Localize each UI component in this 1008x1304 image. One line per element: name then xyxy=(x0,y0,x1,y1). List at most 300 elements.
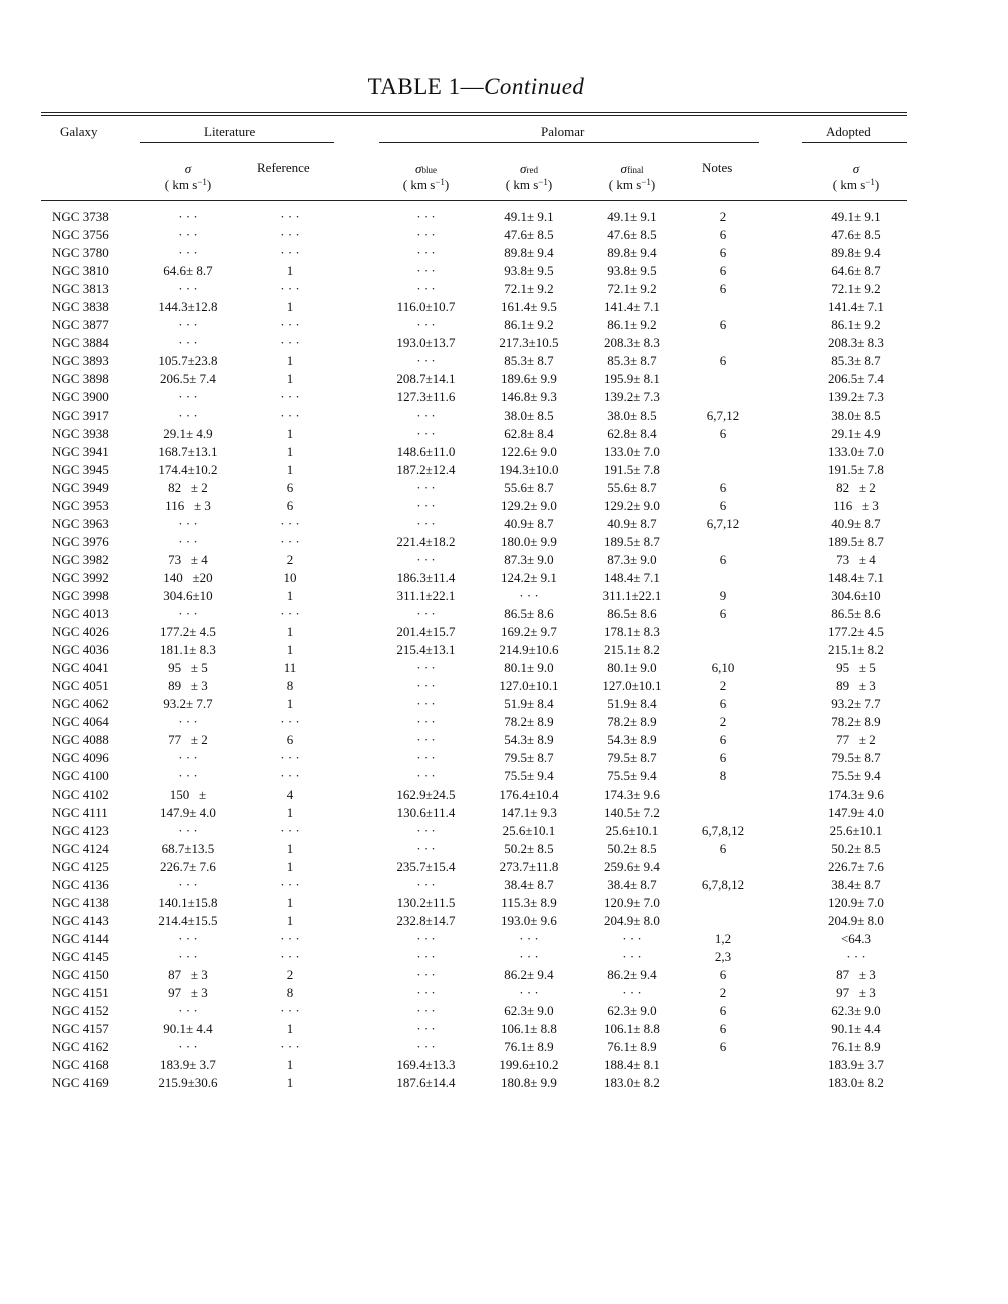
galaxy-cell: NGC 3982 xyxy=(52,551,109,567)
sigma-blue-cell: · · · xyxy=(416,750,436,766)
galaxy-cell: NGC 4096 xyxy=(52,750,109,766)
sigma-red-cell: 106.1± 8.8 xyxy=(501,1021,557,1037)
lit-sigma-cell: · · · xyxy=(178,714,198,730)
sigma-blue-cell: · · · xyxy=(416,822,436,838)
sigma-blue-cell: · · · xyxy=(416,263,436,279)
sigma-blue-cell: · · · xyxy=(416,245,436,261)
adopted-span-rule xyxy=(802,142,907,143)
galaxy-cell: NGC 4051 xyxy=(52,678,109,694)
lit-sigma-cell: 304.6±10 xyxy=(163,587,213,603)
table-row xyxy=(0,1057,1008,1075)
sigma-final-cell: 76.1± 8.9 xyxy=(607,1039,657,1055)
lit-sigma-cell: · · · xyxy=(178,948,198,964)
galaxy-cell: NGC 4143 xyxy=(52,912,109,928)
sigma-final-cell: 80.1± 9.0 xyxy=(607,660,657,676)
sigma-blue-cell: · · · xyxy=(416,497,436,513)
lit-sigma-cell: 90.1± 4.4 xyxy=(163,1021,213,1037)
adopted-sigma-cell: 38.4± 8.7 xyxy=(831,876,881,892)
sigma-final-cell: 188.4± 8.1 xyxy=(604,1057,660,1073)
reference-cell: 1 xyxy=(286,587,294,603)
table-row xyxy=(0,498,1008,516)
galaxy-cell: NGC 3893 xyxy=(52,353,109,369)
reference-cell: 1 xyxy=(286,425,294,441)
reference-cell: · · · xyxy=(280,876,300,892)
header-sigma-final: σfinal ( km $s^{-1}$) xyxy=(608,161,656,192)
sigma-final-cell: 50.2± 8.5 xyxy=(607,840,657,856)
galaxy-cell: NGC 4169 xyxy=(52,1075,109,1091)
table-row xyxy=(0,750,1008,768)
galaxy-cell: NGC 4144 xyxy=(52,930,109,946)
reference-cell: 1 xyxy=(286,696,294,712)
notes-cell: 6 xyxy=(719,750,727,766)
galaxy-cell: NGC 4036 xyxy=(52,642,109,658)
adopted-sigma-cell: <64.3 xyxy=(840,930,872,946)
sigma-final-cell: 40.9± 8.7 xyxy=(607,515,657,531)
notes-cell: 6 xyxy=(719,425,727,441)
sigma-final-cell: 78.2± 8.9 xyxy=(607,714,657,730)
reference-cell: · · · xyxy=(280,317,300,333)
adopted-sigma-cell: 62.3± 9.0 xyxy=(831,1003,881,1019)
sigma-final-cell: 189.5± 8.7 xyxy=(604,533,660,549)
sigma-blue-cell: · · · xyxy=(416,227,436,243)
reference-cell: · · · xyxy=(280,281,300,297)
reference-cell: 8 xyxy=(286,985,294,1001)
sigma-final-cell: 72.1± 9.2 xyxy=(607,281,657,297)
table-row xyxy=(0,1021,1008,1039)
notes-cell: 6 xyxy=(719,732,727,748)
top-rule-2 xyxy=(41,115,907,116)
adopted-sigma-cell: 183.9± 3.7 xyxy=(828,1057,884,1073)
reference-cell: 8 xyxy=(286,678,294,694)
table-row xyxy=(0,624,1008,642)
sigma-final-cell: 133.0± 7.0 xyxy=(604,443,660,459)
adopted-sigma-cell: 78.2± 8.9 xyxy=(831,714,881,730)
lit-sigma-cell: · · · xyxy=(178,515,198,531)
sigma-blue-cell: 148.6±11.0 xyxy=(396,443,456,459)
sigma-final-cell: 204.9± 8.0 xyxy=(604,912,660,928)
lit-sigma-cell: 82 ± 2 xyxy=(168,479,208,495)
galaxy-cell: NGC 4026 xyxy=(52,624,109,640)
galaxy-cell: NGC 3877 xyxy=(52,317,109,333)
adopted-sigma-cell: 90.1± 4.4 xyxy=(831,1021,881,1037)
sigma-final-cell: 215.1± 8.2 xyxy=(604,642,660,658)
sigma-blue-cell: 221.4±18.2 xyxy=(396,533,456,549)
top-rule-1 xyxy=(41,112,907,113)
sigma-blue-cell: · · · xyxy=(416,678,436,694)
sigma-blue-cell: 130.6±11.4 xyxy=(396,804,456,820)
table-row xyxy=(0,606,1008,624)
sigma-final-cell: · · · xyxy=(622,948,642,964)
adopted-sigma-cell: 116 ± 3 xyxy=(833,497,879,513)
reference-cell: 11 xyxy=(283,660,297,676)
galaxy-cell: NGC 3945 xyxy=(52,461,109,477)
galaxy-cell: NGC 4064 xyxy=(52,714,109,730)
table-row xyxy=(0,841,1008,859)
header-lit-sigma: σ ( km $s^{-1}$) xyxy=(164,161,212,192)
adopted-sigma-cell: 79.5± 8.7 xyxy=(831,750,881,766)
table-caption xyxy=(0,74,952,100)
sigma-blue-cell: · · · xyxy=(416,930,436,946)
lit-sigma-cell: · · · xyxy=(178,209,198,224)
table-row xyxy=(0,462,1008,480)
sigma-final-cell: 259.6± 9.4 xyxy=(604,858,660,874)
table-row xyxy=(0,1003,1008,1021)
galaxy-cell: NGC 3813 xyxy=(52,281,109,297)
adopted-sigma-cell: 95 ± 5 xyxy=(836,660,876,676)
reference-cell: · · · xyxy=(280,245,300,261)
table-row xyxy=(0,570,1008,588)
sigma-red-cell: 146.8± 9.3 xyxy=(501,389,557,405)
sigma-red-cell: 115.3± 8.9 xyxy=(501,894,557,910)
sigma-red-cell: 217.3±10.5 xyxy=(499,335,559,351)
sigma-blue-cell: · · · xyxy=(416,714,436,730)
adopted-sigma-cell: 50.2± 8.5 xyxy=(831,840,881,856)
lit-sigma-cell: 140 ±20 xyxy=(163,569,213,585)
sigma-final-cell: 93.8± 9.5 xyxy=(607,263,657,279)
sigma-final-cell: 85.3± 8.7 xyxy=(607,353,657,369)
adopted-sigma-cell: 191.5± 7.8 xyxy=(828,461,884,477)
notes-cell: 2 xyxy=(719,714,727,730)
table-row xyxy=(0,823,1008,841)
notes-cell: 6,10 xyxy=(711,660,735,676)
sigma-red-cell: 78.2± 8.9 xyxy=(504,714,554,730)
sigma-red-cell: 62.8± 8.4 xyxy=(504,425,554,441)
galaxy-cell: NGC 4013 xyxy=(52,606,109,622)
header-adopted: Adopted xyxy=(826,124,871,139)
sigma-red-cell: 76.1± 8.9 xyxy=(504,1039,554,1055)
galaxy-cell: NGC 3963 xyxy=(52,515,109,531)
galaxy-cell: NGC 3949 xyxy=(52,479,109,495)
sigma-red-cell: 199.6±10.2 xyxy=(499,1057,559,1073)
lit-sigma-cell: 64.6± 8.7 xyxy=(163,263,213,279)
sigma-blue-cell: 130.2±11.5 xyxy=(396,894,456,910)
reference-cell: · · · xyxy=(280,209,300,224)
sigma-red-cell: 55.6± 8.7 xyxy=(504,479,554,495)
sigma-final-cell: 106.1± 8.8 xyxy=(604,1021,660,1037)
sigma-red-cell: 193.0± 9.6 xyxy=(501,912,557,928)
table-row xyxy=(0,859,1008,877)
sigma-red-cell: 62.3± 9.0 xyxy=(504,1003,554,1019)
sigma-blue-cell: 311.1±22.1 xyxy=(396,587,456,603)
lit-sigma-cell: · · · xyxy=(178,768,198,784)
sigma-final-cell: · · · xyxy=(622,930,642,946)
header-sigma-red: σred ( km $s^{-1}$) xyxy=(505,161,553,192)
sigma-red-cell: 180.8± 9.9 xyxy=(501,1075,557,1091)
sigma-blue-cell: 127.3±11.6 xyxy=(396,389,456,405)
sigma-final-cell: 183.0± 8.2 xyxy=(604,1075,660,1091)
reference-cell: 1 xyxy=(286,912,294,928)
sigma-blue-cell: · · · xyxy=(416,876,436,892)
sigma-red-cell: 122.6± 9.0 xyxy=(501,443,557,459)
adopted-sigma-cell: · · · xyxy=(846,948,866,964)
lit-sigma-cell: 181.1± 8.3 xyxy=(160,642,216,658)
table-row xyxy=(0,389,1008,407)
lit-sigma-cell: 150 ± xyxy=(169,786,207,802)
adopted-sigma-cell: 174.3± 9.6 xyxy=(828,786,884,802)
adopted-sigma-cell: 206.5± 7.4 xyxy=(828,371,884,387)
sigma-final-cell: 55.6± 8.7 xyxy=(607,479,657,495)
adopted-sigma-cell: 49.1± 9.1 xyxy=(831,209,881,224)
lit-sigma-cell: · · · xyxy=(178,281,198,297)
lit-sigma-cell: 183.9± 3.7 xyxy=(160,1057,216,1073)
table-row xyxy=(0,768,1008,786)
sigma-final-cell: 51.9± 8.4 xyxy=(607,696,657,712)
adopted-sigma-cell: 87 ± 3 xyxy=(836,966,876,982)
sigma-blue-cell: 232.8±14.7 xyxy=(396,912,456,928)
sigma-red-cell: 86.2± 9.4 xyxy=(504,966,554,982)
notes-cell: 6 xyxy=(719,479,727,495)
lit-sigma-cell: · · · xyxy=(178,407,198,423)
sigma-blue-cell: · · · xyxy=(416,425,436,441)
notes-cell: 6,7,8,12 xyxy=(701,822,745,838)
sigma-final-cell: 62.3± 9.0 xyxy=(607,1003,657,1019)
galaxy-cell: NGC 3998 xyxy=(52,587,109,603)
table-row xyxy=(0,426,1008,444)
notes-cell: 6,7,12 xyxy=(706,407,740,423)
galaxy-cell: NGC 4111 xyxy=(52,804,108,820)
notes-cell: 8 xyxy=(719,768,727,784)
header-sigma-blue: σblue ( km $s^{-1}$) xyxy=(402,161,450,192)
galaxy-cell: NGC 3780 xyxy=(52,245,109,261)
header-reference: Reference xyxy=(257,160,310,175)
notes-cell: 6 xyxy=(719,551,727,567)
reference-cell: 1 xyxy=(286,263,294,279)
galaxy-cell: NGC 4100 xyxy=(52,768,109,784)
galaxy-cell: NGC 3941 xyxy=(52,443,109,459)
notes-cell: 6,7,12 xyxy=(706,515,740,531)
adopted-sigma-cell: 204.9± 8.0 xyxy=(828,912,884,928)
galaxy-cell: NGC 4145 xyxy=(52,948,109,964)
reference-cell: · · · xyxy=(280,822,300,838)
table-row xyxy=(0,444,1008,462)
lit-sigma-cell: 105.7±23.8 xyxy=(158,353,218,369)
sigma-red-cell: 49.1± 9.1 xyxy=(504,209,554,224)
table-row xyxy=(0,678,1008,696)
adopted-sigma-cell: 93.2± 7.7 xyxy=(831,696,881,712)
sigma-final-cell: 49.1± 9.1 xyxy=(607,209,657,224)
reference-cell: 2 xyxy=(286,966,294,982)
sigma-red-cell: 194.3±10.0 xyxy=(499,461,559,477)
sigma-red-cell: 86.1± 9.2 xyxy=(504,317,554,333)
sigma-blue-cell: 187.6±14.4 xyxy=(396,1075,456,1091)
reference-cell: · · · xyxy=(280,515,300,531)
reference-cell: 1 xyxy=(286,894,294,910)
table-row xyxy=(0,299,1008,317)
adopted-sigma-cell: 29.1± 4.9 xyxy=(831,425,881,441)
lit-sigma-cell: 144.3±12.8 xyxy=(158,299,218,315)
lit-sigma-cell: 73 ± 4 xyxy=(168,551,208,567)
sigma-blue-cell: · · · xyxy=(416,407,436,423)
reference-cell: 2 xyxy=(286,551,294,567)
sigma-final-cell: 311.1±22.1 xyxy=(602,587,662,603)
sigma-blue-cell: · · · xyxy=(416,281,436,297)
sigma-blue-cell: · · · xyxy=(416,840,436,856)
lit-sigma-cell: · · · xyxy=(178,227,198,243)
table-row xyxy=(0,805,1008,823)
lit-sigma-cell: 206.5± 7.4 xyxy=(160,371,216,387)
literature-span-rule xyxy=(140,142,334,143)
sigma-red-cell: 25.6±10.1 xyxy=(502,822,556,838)
lit-sigma-cell: 95 ± 5 xyxy=(168,660,208,676)
reference-cell: · · · xyxy=(280,1003,300,1019)
adopted-sigma-cell: 89 ± 3 xyxy=(836,678,876,694)
sigma-red-cell: 54.3± 8.9 xyxy=(504,732,554,748)
sigma-blue-cell: · · · xyxy=(416,985,436,1001)
sigma-blue-cell: 235.7±15.4 xyxy=(396,858,456,874)
reference-cell: 1 xyxy=(286,353,294,369)
sigma-red-cell: 147.1± 9.3 xyxy=(501,804,557,820)
table-row xyxy=(0,913,1008,931)
lit-sigma-cell: · · · xyxy=(178,930,198,946)
sigma-blue-cell: · · · xyxy=(416,768,436,784)
sigma-red-cell: 75.5± 9.4 xyxy=(504,768,554,784)
sigma-blue-cell: · · · xyxy=(416,209,436,224)
galaxy-cell: NGC 4168 xyxy=(52,1057,109,1073)
galaxy-cell: NGC 3900 xyxy=(52,389,109,405)
sigma-final-cell: 79.5± 8.7 xyxy=(607,750,657,766)
adopted-sigma-cell: 133.0± 7.0 xyxy=(828,443,884,459)
adopted-sigma-cell: 148.4± 7.1 xyxy=(828,569,884,585)
sigma-red-cell: 38.0± 8.5 xyxy=(504,407,554,423)
table-row xyxy=(0,967,1008,985)
header-adopted-sigma: σ ( km $s^{-1}$) xyxy=(832,161,880,192)
notes-cell: 6 xyxy=(719,497,727,513)
adopted-sigma-cell: 304.6±10 xyxy=(831,587,881,603)
notes-cell: 6 xyxy=(719,263,727,279)
sigma-final-cell: 140.5± 7.2 xyxy=(604,804,660,820)
adopted-sigma-cell: 215.1± 8.2 xyxy=(828,642,884,658)
sigma-red-cell: 51.9± 8.4 xyxy=(504,696,554,712)
lit-sigma-cell: 177.2± 4.5 xyxy=(160,624,216,640)
reference-cell: · · · xyxy=(280,389,300,405)
adopted-sigma-cell: 40.9± 8.7 xyxy=(831,515,881,531)
table-row xyxy=(0,371,1008,389)
galaxy-cell: NGC 3953 xyxy=(52,497,109,513)
table-row xyxy=(0,588,1008,606)
header-literature: Literature xyxy=(204,124,256,139)
sigma-blue-cell: · · · xyxy=(416,317,436,333)
adopted-sigma-cell: 25.6±10.1 xyxy=(829,822,883,838)
sigma-blue-cell: 162.9±24.5 xyxy=(396,786,456,802)
sigma-blue-cell: 215.4±13.1 xyxy=(396,642,456,658)
table-row xyxy=(0,335,1008,353)
table-row xyxy=(0,732,1008,750)
sigma-final-cell: 87.3± 9.0 xyxy=(607,551,657,567)
galaxy-cell: NGC 4157 xyxy=(52,1021,109,1037)
sigma-final-cell: 208.3± 8.3 xyxy=(604,335,660,351)
adopted-sigma-cell: 226.7± 7.6 xyxy=(828,858,884,874)
sigma-blue-cell: · · · xyxy=(416,1021,436,1037)
sigma-red-cell: 38.4± 8.7 xyxy=(504,876,554,892)
reference-cell: 1 xyxy=(286,804,294,820)
lit-sigma-cell: · · · xyxy=(178,389,198,405)
reference-cell: · · · xyxy=(280,948,300,964)
header-palomar: Palomar xyxy=(541,124,585,139)
galaxy-cell: NGC 3976 xyxy=(52,533,109,549)
sigma-final-cell: 62.8± 8.4 xyxy=(607,425,657,441)
table-row xyxy=(0,877,1008,895)
reference-cell: 6 xyxy=(286,479,294,495)
notes-cell: 6 xyxy=(719,966,727,982)
galaxy-cell: NGC 3938 xyxy=(52,425,109,441)
sigma-red-cell: 87.3± 9.0 xyxy=(504,551,554,567)
sigma-final-cell: 47.6± 8.5 xyxy=(607,227,657,243)
lit-sigma-cell: 168.7±13.1 xyxy=(158,443,218,459)
sigma-final-cell: · · · xyxy=(622,985,642,1001)
reference-cell: · · · xyxy=(280,768,300,784)
sigma-blue-cell: · · · xyxy=(416,696,436,712)
sigma-final-cell: 195.9± 8.1 xyxy=(604,371,660,387)
table-row xyxy=(0,714,1008,732)
notes-cell: 6 xyxy=(719,317,727,333)
lit-sigma-cell: · · · xyxy=(178,317,198,333)
sigma-red-cell: 180.0± 9.9 xyxy=(501,533,557,549)
table-row xyxy=(0,209,1008,227)
lit-sigma-cell: · · · xyxy=(178,750,198,766)
notes-cell: 6 xyxy=(719,281,727,297)
sigma-blue-cell: 186.3±11.4 xyxy=(396,569,456,585)
sigma-blue-cell: · · · xyxy=(416,948,436,964)
lit-sigma-cell: · · · xyxy=(178,245,198,261)
reference-cell: · · · xyxy=(280,1039,300,1055)
reference-cell: 10 xyxy=(283,569,297,585)
sigma-red-cell: 79.5± 8.7 xyxy=(504,750,554,766)
reference-cell: 4 xyxy=(286,786,294,802)
galaxy-cell: NGC 4124 xyxy=(52,840,109,856)
table-row xyxy=(0,516,1008,534)
adopted-sigma-cell: 64.6± 8.7 xyxy=(831,263,881,279)
adopted-sigma-cell: 75.5± 9.4 xyxy=(831,768,881,784)
sigma-final-cell: 141.4± 7.1 xyxy=(604,299,660,315)
galaxy-cell: NGC 3838 xyxy=(52,299,109,315)
sigma-blue-cell: 169.4±13.3 xyxy=(396,1057,456,1073)
adopted-sigma-cell: 189.5± 8.7 xyxy=(828,533,884,549)
sigma-final-cell: 25.6±10.1 xyxy=(605,822,659,838)
notes-cell: 6 xyxy=(719,696,727,712)
sigma-blue-cell: · · · xyxy=(416,551,436,567)
sigma-blue-cell: 208.7±14.1 xyxy=(396,371,456,387)
table-row xyxy=(0,263,1008,281)
sigma-final-cell: 178.1± 8.3 xyxy=(604,624,660,640)
sigma-blue-cell: 201.4±15.7 xyxy=(396,624,456,640)
reference-cell: · · · xyxy=(280,227,300,243)
lit-sigma-cell: · · · xyxy=(178,822,198,838)
galaxy-cell: NGC 4062 xyxy=(52,696,109,712)
galaxy-cell: NGC 4088 xyxy=(52,732,109,748)
table-row xyxy=(0,696,1008,714)
sigma-final-cell: 89.8± 9.4 xyxy=(607,245,657,261)
table-row xyxy=(0,281,1008,299)
adopted-sigma-cell: 177.2± 4.5 xyxy=(828,624,884,640)
palomar-span-rule xyxy=(379,142,759,143)
table-row xyxy=(0,787,1008,805)
galaxy-cell: NGC 4041 xyxy=(52,660,109,676)
sigma-red-cell: 89.8± 9.4 xyxy=(504,245,554,261)
sigma-red-cell: 40.9± 8.7 xyxy=(504,515,554,531)
adopted-sigma-cell: 73 ± 4 xyxy=(836,551,876,567)
galaxy-cell: NGC 3756 xyxy=(52,227,109,243)
galaxy-cell: NGC 3917 xyxy=(52,407,109,423)
sigma-red-cell: 189.6± 9.9 xyxy=(501,371,557,387)
lit-sigma-cell: · · · xyxy=(178,335,198,351)
reference-cell: · · · xyxy=(280,750,300,766)
lit-sigma-cell: 93.2± 7.7 xyxy=(163,696,213,712)
adopted-sigma-cell: 147.9± 4.0 xyxy=(828,804,884,820)
sigma-final-cell: 174.3± 9.6 xyxy=(604,786,660,802)
reference-cell: · · · xyxy=(280,930,300,946)
reference-cell: · · · xyxy=(280,714,300,730)
sigma-blue-cell: 193.0±13.7 xyxy=(396,335,456,351)
